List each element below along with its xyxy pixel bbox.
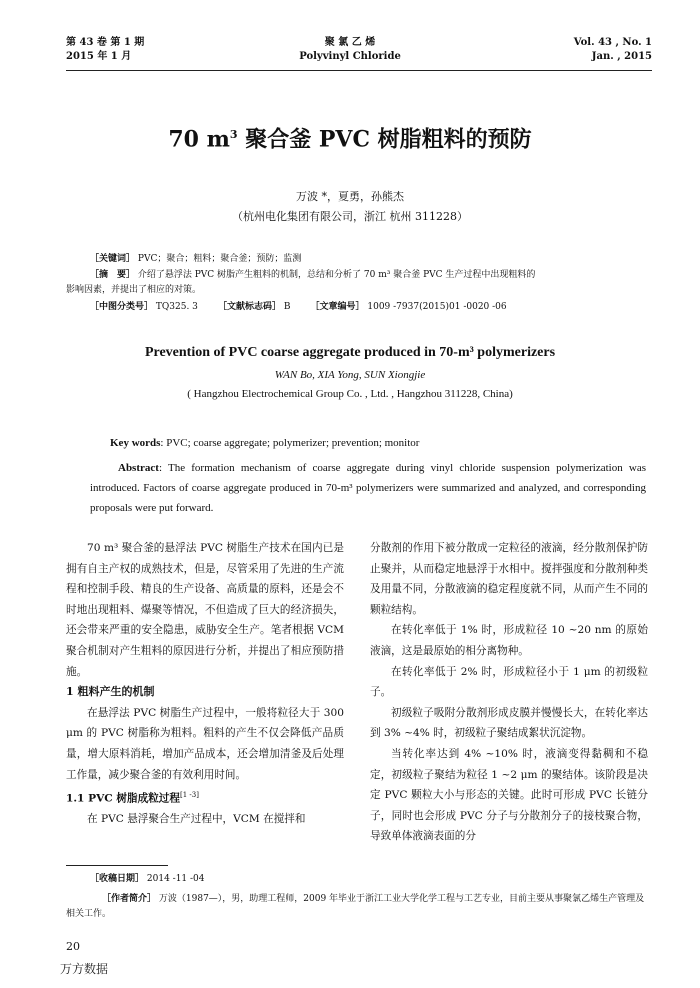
received-date: 2014 -11 -04 — [146, 874, 205, 884]
subsection-heading — [66, 785, 344, 809]
header-journal-cn: 聚 氯 乙 烯 — [324, 37, 376, 48]
paragraph: 分散剂的作用下被分散成一定粒径的液滴，经分散剂保护防止聚并，从而稳定地悬浮于水相中。搅拌强度和分散剂种类及用量不同，分散液滴的稳定程度就不同，从而产生不同的颗粒结构。 — [370, 542, 648, 616]
author-bio-text: 万波（1987—），男，助理工程师，2009 年毕业于浙江工业大学化学工程与工艺专业，目前主要从事聚氯乙烯生产管理及相关工作。 — [66, 894, 645, 919]
header-volume: 第 43 卷 第 1 期 — [66, 37, 145, 48]
english-abstract-label: Abstract — [118, 462, 159, 474]
paragraph: 在 PVC 悬浮聚合生产过程中，VCM 在搅拌和 — [87, 813, 306, 826]
english-keywords-text: : PVC; coarse aggregate; polymerizer; prevention; monitor — [160, 437, 420, 449]
header-journal-en: Polyvinyl Chloride — [299, 51, 401, 62]
english-affiliation: ( Hangzhou Electrochemical Group Co. , Ltd. , Hangzhou 311228, China) — [187, 388, 513, 400]
header-journal-issue-en — [574, 36, 652, 64]
abstract-cn-line2: 影响因素，并提出了相应的对策。 — [66, 285, 202, 295]
english-authors: WAN Bo, XIA Yong, SUN Xiongjie — [274, 369, 426, 381]
english-keywords — [110, 437, 419, 449]
doc-code-label: ［文献标志码］ — [217, 302, 281, 312]
citation-ref: [1 -3] — [180, 791, 199, 800]
abstract-cn-line1 — [90, 268, 646, 283]
body-column-left — [66, 538, 344, 830]
affiliation: （杭州电化集团有限公司，浙江 杭州 311228） — [232, 210, 468, 223]
title-superscript: 3 — [229, 128, 238, 141]
english-title: Prevention of PVC coarse aggregate produced in 70-m³ polymerizers — [144, 345, 556, 360]
keywords-label: ［关键词］ — [90, 254, 136, 264]
paragraph: 在悬浮法 PVC 树脂生产过程中，一般将粒径大于 300 μm 的 PVC 树脂称为粗料。粗料的产生不仅会降低产品质量，增大原料消耗，增加产品成本，还会增加清釜及后处理工作量，减少聚合釜的有效利用时间。 — [66, 706, 344, 781]
paper-title — [0, 120, 700, 154]
clc-value: TQ325. 3 — [155, 302, 198, 312]
title-rest: 聚合釜 PVC 树脂粗料的预防 — [237, 126, 532, 153]
header-date-en: Jan. , 2015 — [591, 51, 652, 62]
watermark: 万方数据 — [60, 962, 109, 976]
paragraph: 当转化率达到 4% ~10% 时，液滴变得黏稠和不稳定，初级粒子聚结为粒径 1 ~2 μm 的聚结体。该阶段是决定 PVC 颗粒大小与形态的关键。此时可形成 PVC 长链分子，同时也会形成 PVC 分子与分散剂分子的接枝聚合物，导致单体液滴表面的分 — [370, 747, 648, 843]
header-divider — [66, 70, 652, 71]
english-keywords-label: Key words — [110, 437, 161, 449]
author-list: 万波 *，夏勇，孙熊杰 — [296, 190, 404, 203]
body-column-right — [370, 538, 648, 847]
footnote-received — [90, 872, 676, 887]
paragraph: 70 m³ 聚合釜的悬浮法 PVC 树脂生产技术在国内已是拥有自主产权的成熟技术，但是，尽管采用了先进的生产流程和控制手段、精良的生产设备、高质量的原料，还是会不时地出现粗料、爆聚等情况，不但造成了巨大的经济损失，还会带来严重的安全隐患，威胁安全生产。笔者根据 VCM 聚合机制对产生粗料的原因进行分析，并提出了相应预防措施。 — [66, 542, 344, 678]
page-number: 20 — [66, 940, 80, 953]
article-no-label: ［文章编号］ — [310, 302, 365, 312]
english-abstract — [90, 458, 646, 518]
footnote-divider — [66, 865, 168, 866]
article-no-value: 1009 -7937(2015)01 -0020 -06 — [367, 302, 507, 312]
doc-code-value: B — [283, 302, 291, 312]
keywords-cn — [90, 252, 670, 267]
footnote-author-bio — [66, 892, 652, 922]
author-bio-label: ［作者简介］ — [102, 894, 157, 904]
keywords-text: PVC；聚合；粗料；聚合釜；预防；监测 — [137, 254, 302, 264]
header-volume-en: Vol. 43 , No. 1 — [573, 37, 652, 48]
paragraph: 初级粒子吸附分散剂形成皮膜并慢慢长大，在转化率达到 3% ~4% 时，初级粒子聚结成絮状沉淀物。 — [370, 706, 648, 740]
title-prefix: 70 m — [168, 126, 230, 153]
received-label: ［收稿日期］ — [90, 874, 145, 884]
abstract-label: ［摘 要］ — [90, 270, 136, 280]
clc-label: ［中图分类号］ — [90, 302, 154, 312]
paragraph: 在转化率低于 1% 时，形成粒径 10 ~20 nm 的原始液滴，这是最原始的相分离物种。 — [370, 624, 648, 657]
abstract-text-1: 介绍了悬浮法 PVC 树脂产生粗料的机制，总结和分析了 70 m³ 聚合釜 PVC 生产过程中出现粗料的 — [137, 270, 536, 280]
section-heading: 1 粗料产生的机制 — [66, 685, 155, 699]
paragraph: 在转化率低于 2% 时，形成粒径小于 1 μm 的初级粒子。 — [370, 665, 648, 699]
header-date: 2015 年 1 月 — [66, 51, 132, 62]
subsection-title: 1.1 PVC 树脂成粒过程 — [66, 792, 180, 805]
english-abstract-text: : The formation mechanism of coarse aggregate during vinyl chloride suspension polymerization was introduced. Factors of coarse aggregate produced in 70-m³ polymerizers were summarized and analyzed, and corresponding proposals were put forward. — [90, 462, 646, 514]
classification-info — [90, 300, 670, 315]
